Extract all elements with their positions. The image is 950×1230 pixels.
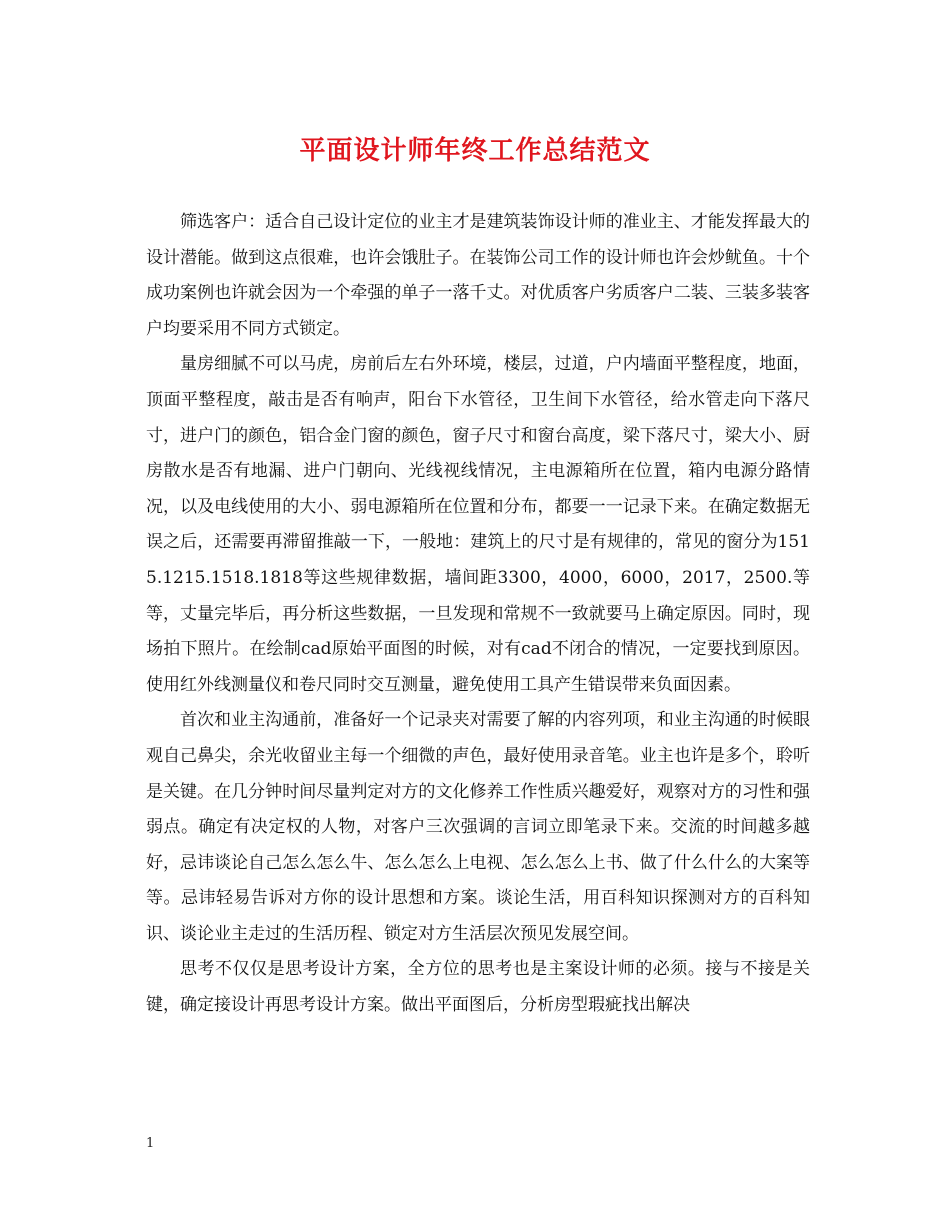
document-title: 平面设计师年终工作总结范文 (299, 136, 651, 166)
paragraph-screening-clients: 筛选客户：适合自己设计定位的业主才是建筑装饰设计师的准业主、才能发挥最大的设计潜能。做到这点很难，也许会饿肚子。在装饰公司工作的设计师也许会炒鱿鱼。十个成功案例也许就会因为一个牵强的单子一落千丈。对优质客户劣质客户二装、三装多装客户均要采用不同方式锁定。 (146, 212, 810, 339)
document-body (146, 205, 810, 1024)
page-number: 1 (146, 1136, 155, 1151)
paragraph-client-communication: 首次和业主沟通前，准备好一个记录夹对需要了解的内容列项，和业主沟通的时候眼观自己鼻尖，余光收留业主每一个细微的声色，最好使用录音笔。业主也许是多个，聆听是关键。在几分钟时间尽量判定对方的文化修养工作性质兴趣爱好，观察对方的习性和强弱点。确定有决定权的人物，对客户三次强调的言词立即笔录下来。交流的时间越多越好，忌讳谈论自己怎么怎么牛、怎么怎么上电视、怎么怎么上书、做了什么什么的大案等等。忌讳轻易告诉对方你的设计思想和方案。谈论生活，用百科知识探测对方的百科知识、谈论业主走过的生活历程、锁定对方生活层次预见发展空间。 (146, 710, 810, 944)
paragraph-room-measurement: 量房细腻不可以马虎，房前后左右外环境，楼层，过道，户内墙面平整程度，地面，顶面平整程度，敲击是否有响声，阳台下水管径，卫生间下水管径，给水管走向下落尺寸，进户门的颜色，铝合金门窗的颜色，窗子尺寸和窗台高度，梁下落尺寸，梁大小、厨房散水是否有地漏、进户门朝向、光线视线情况，主电源箱所在位置，箱内电源分路情况，以及电线使用的大小、弱电源箱所在位置和分布，都要一一记录下来。在确定数据无误之后，还需要再滞留推敲一下，一般地：建筑上的尺寸是有规律的，常见的窗分为1515.1215.1518.1818等这些规律数据，墙间距3300，4000，6000，2017，2500.等等，丈量完毕后，再分析这些数据，一旦发现和常规不一致就要马上确定原因。同时，现场拍下照片。在绘制cad原始平面图的时候，对有cad不闭合的情况，一定要找到原因。使用红外线测量仪和卷尺同时交互测量，避免使用工具产生错误带来负面因素。 (146, 354, 810, 695)
paragraph-design-thinking: 思考不仅仅是思考设计方案，全方位的思考也是主案设计师的必须。接与不接是关键，确定接设计再思考设计方案。做出平面图后，分析房型瑕疵找出解决 (146, 959, 810, 1016)
